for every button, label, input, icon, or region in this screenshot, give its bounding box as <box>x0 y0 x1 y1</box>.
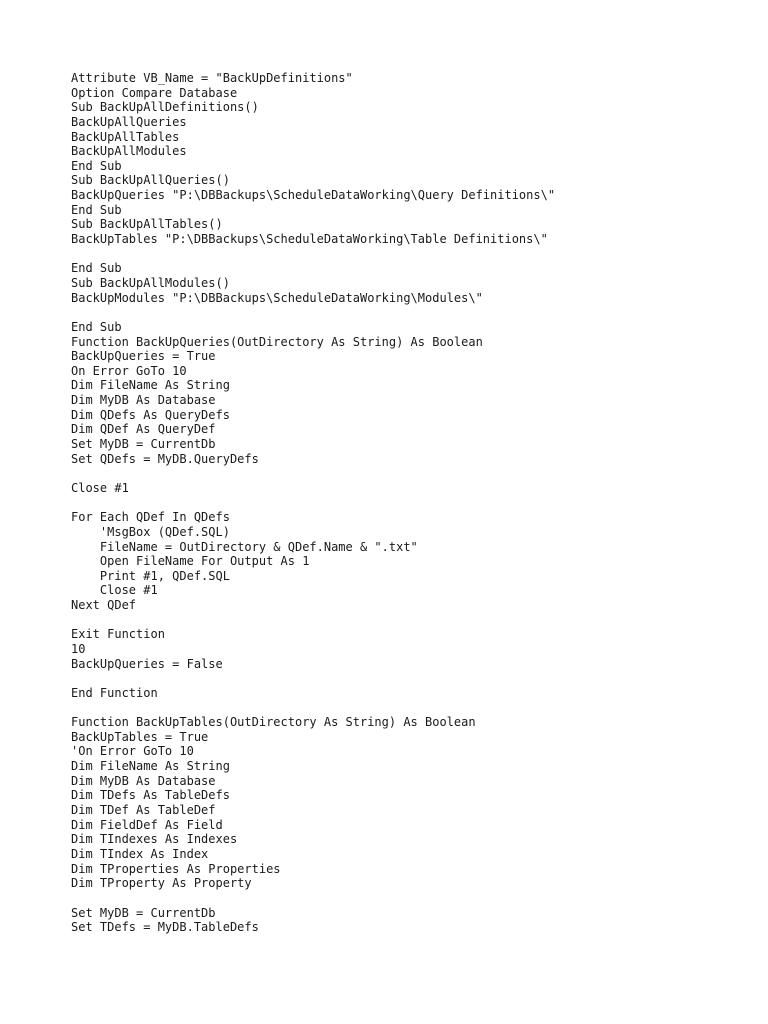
code-line: Next QDef <box>71 598 137 613</box>
code-line: Dim FileName As String <box>71 378 230 393</box>
code-line: Option Compare Database <box>71 85 238 100</box>
code-line: Dim FieldDef As Field <box>71 817 223 832</box>
code-line: Sub BackUpAllTables() <box>71 217 223 232</box>
code-line: On Error GoTo 10 <box>71 363 187 378</box>
code-line: Dim TProperty As Property <box>71 876 252 891</box>
code-line <box>71 496 555 511</box>
code-line: For Each QDef In QDefs <box>71 510 230 525</box>
code-line: Function BackUpTables(OutDirectory As String) As Boolean <box>71 715 476 730</box>
code-line: BackUpModules "P:\DBBackups\ScheduleDataWorking\Modules\" <box>71 290 483 305</box>
code-listing <box>71 71 555 935</box>
code-line: 10 <box>71 641 86 656</box>
code-line: End Sub <box>71 158 122 173</box>
code-line: Dim MyDB As Database <box>71 773 216 788</box>
code-line: BackUpAllTables <box>71 129 180 144</box>
code-line: Dim MyDB As Database <box>71 393 216 408</box>
code-line: BackUpQueries "P:\DBBackups\ScheduleDataWorking\Query Definitions\" <box>71 188 556 203</box>
code-line <box>71 671 555 686</box>
code-line: Dim TIndex As Index <box>71 846 209 861</box>
code-line <box>71 466 555 481</box>
code-line <box>71 305 555 320</box>
code-line: Dim QDef As QueryDef <box>71 422 216 437</box>
code-line: Print #1, QDef.SQL <box>71 568 230 583</box>
code-line: Dim TDef As TableDef <box>71 803 216 818</box>
code-line: Sub BackUpAllModules() <box>71 275 230 290</box>
code-line: Sub BackUpAllQueries() <box>71 173 230 188</box>
code-line <box>71 701 555 716</box>
code-line <box>71 891 555 906</box>
code-line: Function BackUpQueries(OutDirectory As String) As Boolean <box>71 334 483 349</box>
code-line: Set MyDB = CurrentDb <box>71 437 216 452</box>
code-line: Dim TIndexes As Indexes <box>71 832 238 847</box>
code-line: Set QDefs = MyDB.QueryDefs <box>71 451 259 466</box>
code-line: Set TDefs = MyDB.TableDefs <box>71 920 259 935</box>
code-line: BackUpQueries = True <box>71 349 216 364</box>
code-line: End Function <box>71 685 158 700</box>
code-line: Dim TDefs As TableDefs <box>71 788 230 803</box>
code-line: Exit Function <box>71 627 165 642</box>
code-line <box>71 613 555 628</box>
code-line: BackUpTables = True <box>71 729 209 744</box>
code-line: FileName = OutDirectory & QDef.Name & ".txt" <box>71 539 418 554</box>
code-line: 'On Error GoTo 10 <box>71 744 194 759</box>
code-line: Dim FileName As String <box>71 759 230 774</box>
code-line: Dim TProperties As Properties <box>71 861 281 876</box>
code-line: Close #1 <box>71 480 129 495</box>
code-line: End Sub <box>71 202 122 217</box>
code-line: Attribute VB_Name = "BackUpDefinitions" <box>71 71 353 85</box>
code-line: BackUpAllModules <box>71 144 187 159</box>
code-line: BackUpQueries = False <box>71 656 223 671</box>
code-line: End Sub <box>71 319 122 334</box>
code-line: 'MsgBox (QDef.SQL) <box>71 524 230 539</box>
code-line: Close #1 <box>71 583 158 598</box>
code-line: Sub BackUpAllDefinitions() <box>71 100 259 115</box>
code-line: Open FileName For Output As 1 <box>71 554 310 569</box>
code-line: BackUpTables "P:\DBBackups\ScheduleDataWorking\Table Definitions\" <box>71 232 548 247</box>
code-line: End Sub <box>71 261 122 276</box>
code-line <box>71 247 555 262</box>
code-line: Set MyDB = CurrentDb <box>71 905 216 920</box>
code-line: BackUpAllQueries <box>71 114 187 129</box>
code-line: Dim QDefs As QueryDefs <box>71 407 230 422</box>
